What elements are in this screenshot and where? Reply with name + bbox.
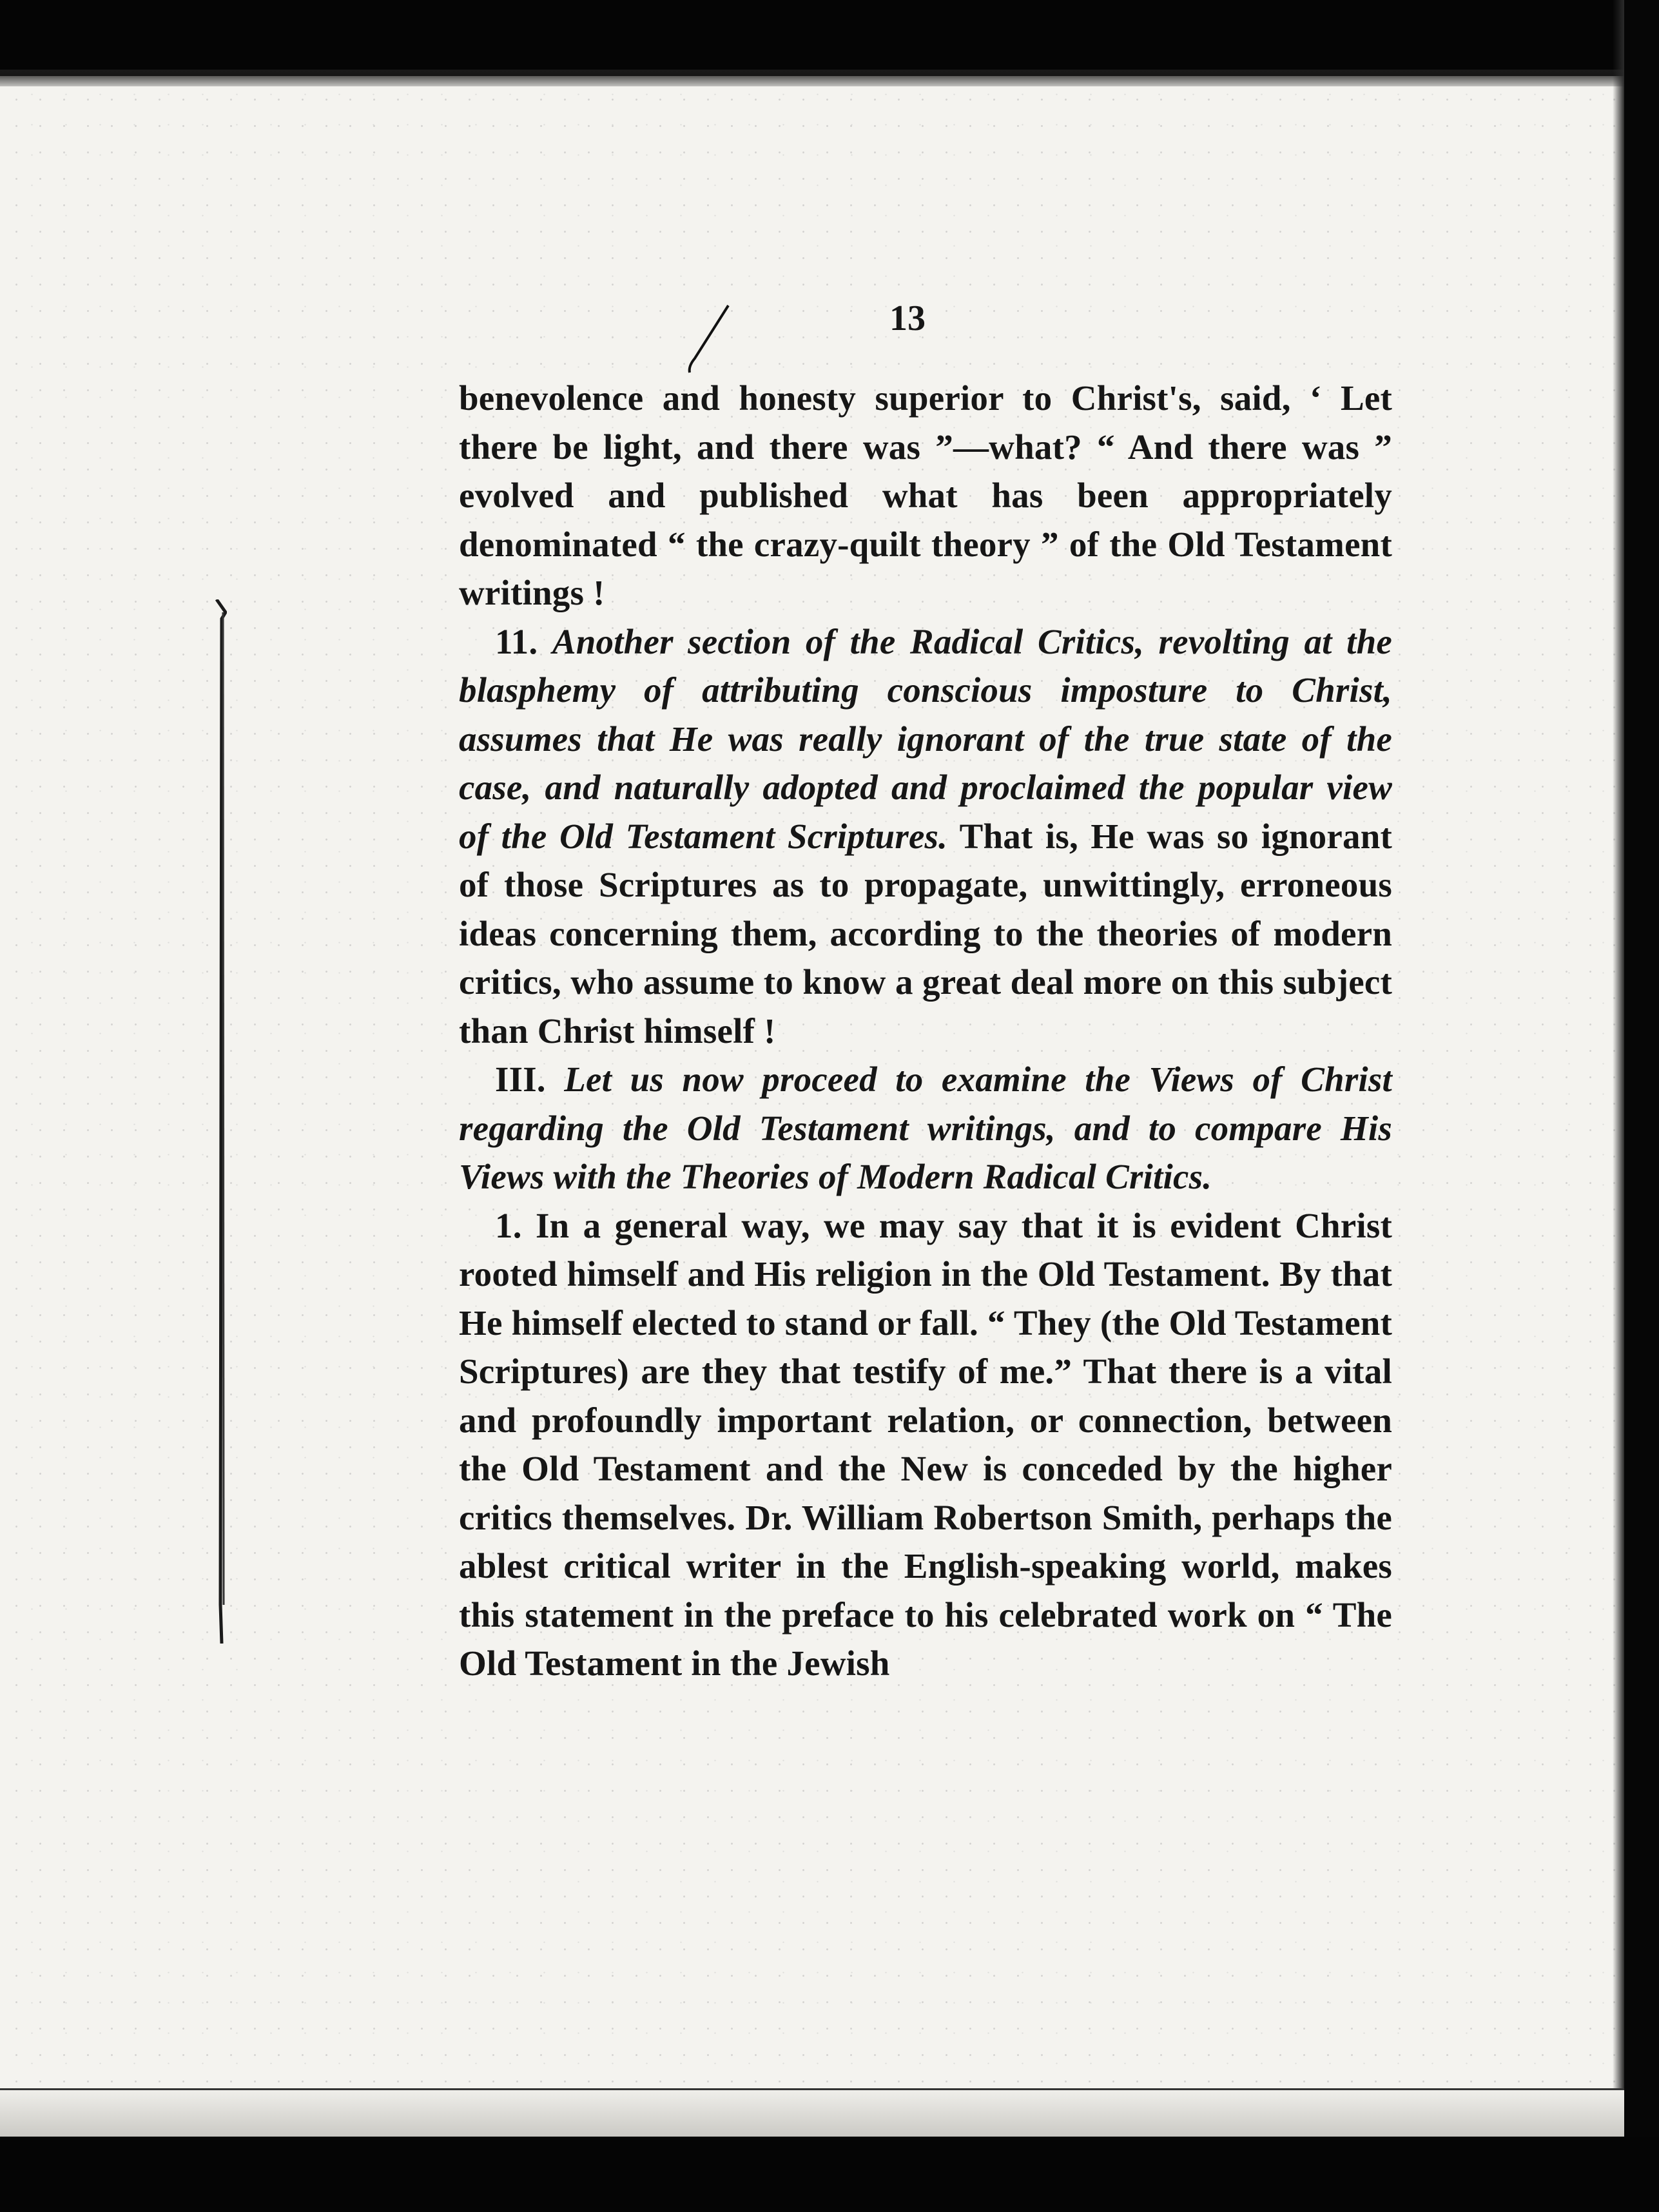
- page-bottom-edge: [0, 2088, 1624, 2139]
- section-thesis: Let us now proceed to examine the Views of Christ regarding the Old Testament writings, and to compare His Views with the Theories of Modern Radical Critics.: [459, 1060, 1392, 1196]
- scan-border-right: [1624, 0, 1659, 2212]
- page-body: [459, 374, 1392, 1688]
- paragraph-point-1: [459, 1201, 1392, 1688]
- paragraph-text: In a general way, we may say that it is evident Christ rooted himself and His religion in the Old Testament. By that He himself elected to stand or fall. “ They (the Old Testament Scriptures) are they that testify of me.” That there is a vital and profoundly important relation, or connection, between the Old Testament and the New is conceded by the higher critics themselves. Dr. William Robertson Smith, perhaps the ablest critical writer in the English-speaking world, makes this statement in the preface to his celebrated work on “ The Old Testament in the Jewish: [459, 1205, 1392, 1683]
- section-number: 11.: [495, 621, 538, 661]
- scan-border-top-shadow: [0, 70, 1659, 86]
- section-number: III.: [495, 1060, 546, 1099]
- section-thesis: Another section of the Radical Critics, revolting at the blasphemy of attributing conscious imposture to Christ, assumes that He was really ignorant of the true state of the case, and naturally adopted and proclaimed the popular view of the Old Testament Scriptures.: [459, 621, 1392, 856]
- margin-annotation-line: [215, 599, 227, 1644]
- scan-border-top: [0, 0, 1659, 76]
- paragraph-text: benevolence and honesty superior to Christ's, said, ‘ Let there be light, and there was ”—what? “ And there was ” evolved and published what has been appropriately denominated “ the crazy-quilt theory ” of the Old Testament writings !: [459, 378, 1392, 612]
- paragraph-continuation: [459, 374, 1392, 617]
- pencil-tick-mark: [683, 303, 735, 374]
- scan-border-bottom: [0, 2137, 1659, 2212]
- paragraph-text: That is, He was so ignorant of those Scriptures as to propagate, unwittingly, erroneous ideas concerning them, according to the theories of modern critics, who assume to know a great deal more on this subject than Christ himself !: [459, 816, 1392, 1051]
- page-number: 13: [889, 298, 926, 338]
- scan-border-right-shadow: [1613, 0, 1624, 2212]
- paragraph-section-ii: [459, 617, 1392, 1056]
- paragraph-section-iii: [459, 1055, 1392, 1201]
- point-number: 1.: [495, 1205, 522, 1245]
